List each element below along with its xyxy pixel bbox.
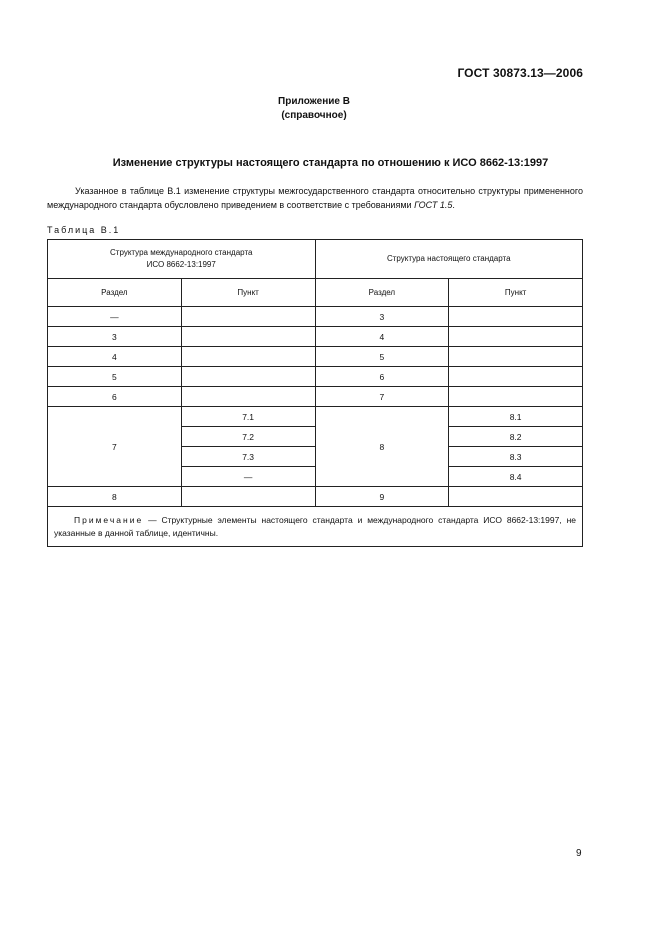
table-row — [48, 307, 583, 327]
intro-text: Указанное в таблице В.1 изменение структуры межгосударственного стандарта относительно структуры примененного международного стандарта обусловлено приведением в соответствие с требованиями — [47, 186, 583, 210]
group-header-international-line2: ИСО 8662-13:1997 — [146, 260, 216, 269]
cell-section-international: 6 — [48, 387, 182, 407]
cell-item-current: 8.4 — [449, 467, 583, 487]
table-label: Таблица В.1 — [47, 225, 121, 235]
cell-item-current — [449, 327, 583, 347]
cell-section-international: 5 — [48, 367, 182, 387]
cell-section-international: 3 — [48, 327, 182, 347]
cell-section-current: 9 — [315, 487, 449, 507]
table-row — [48, 327, 583, 347]
group-header-current: Структура настоящего стандарта — [315, 240, 583, 279]
cell-item-international — [181, 387, 315, 407]
appendix-block — [0, 95, 628, 123]
table-group-header-row — [48, 240, 583, 279]
note-text: — Структурные элементы настоящего стандарта и международного стандарта ИСО 8662-13:1997, не указанные в данной таблице, идентичны. — [54, 515, 576, 538]
page-number: 9 — [576, 848, 582, 859]
cell-item-current: 8.2 — [449, 427, 583, 447]
cell-section-current: 7 — [315, 387, 449, 407]
section-heading: Изменение структуры настоящего стандарта по отношению к ИСО 8662-13:1997 — [112, 157, 549, 169]
appendix-subtitle: (справочное) — [281, 110, 347, 121]
cell-item-current — [449, 487, 583, 507]
cell-section-international: 4 — [48, 347, 182, 367]
group-header-international — [48, 240, 316, 279]
intro-end: . — [452, 200, 455, 210]
table-row — [48, 367, 583, 387]
cell-section-current: 6 — [315, 367, 449, 387]
intro-paragraph — [47, 184, 583, 212]
table-note-row — [48, 507, 583, 547]
cell-item-current: 8.3 — [449, 447, 583, 467]
cell-item-international: 7.3 — [181, 447, 315, 467]
cell-section-international-merged: 7 — [48, 407, 182, 487]
intro-reference: ГОСТ 1.5 — [414, 200, 453, 210]
cell-section-current: 4 — [315, 327, 449, 347]
cell-item-current — [449, 347, 583, 367]
table-row — [48, 347, 583, 367]
cell-item-current — [449, 307, 583, 327]
table-row — [48, 407, 583, 427]
cell-item-current — [449, 367, 583, 387]
cell-item-international — [181, 347, 315, 367]
appendix-title: Приложение В — [278, 96, 350, 107]
cell-item-international: 7.1 — [181, 407, 315, 427]
table-column-header-row — [48, 279, 583, 307]
cell-item-international: 7.2 — [181, 427, 315, 447]
cell-section-international: 8 — [48, 487, 182, 507]
table-note — [48, 507, 583, 547]
cell-section-international: — — [48, 307, 182, 327]
cell-section-current-merged: 8 — [315, 407, 449, 487]
col-header-item-current: Пункт — [449, 279, 583, 307]
structure-table — [47, 239, 583, 547]
col-header-item-international: Пункт — [181, 279, 315, 307]
cell-item-international — [181, 487, 315, 507]
col-header-section-international: Раздел — [48, 279, 182, 307]
col-header-section-current: Раздел — [315, 279, 449, 307]
cell-item-current — [449, 387, 583, 407]
note-label: Примечание — [74, 515, 144, 525]
cell-item-international: — — [181, 467, 315, 487]
document-code: ГОСТ 30873.13—2006 — [457, 66, 583, 80]
cell-item-international — [181, 367, 315, 387]
cell-item-international — [181, 307, 315, 327]
group-header-international-line1: Структура международного стандарта — [110, 248, 253, 257]
cell-section-current: 5 — [315, 347, 449, 367]
cell-item-international — [181, 327, 315, 347]
cell-item-current: 8.1 — [449, 407, 583, 427]
cell-section-current: 3 — [315, 307, 449, 327]
table-row — [48, 487, 583, 507]
table-row — [48, 387, 583, 407]
